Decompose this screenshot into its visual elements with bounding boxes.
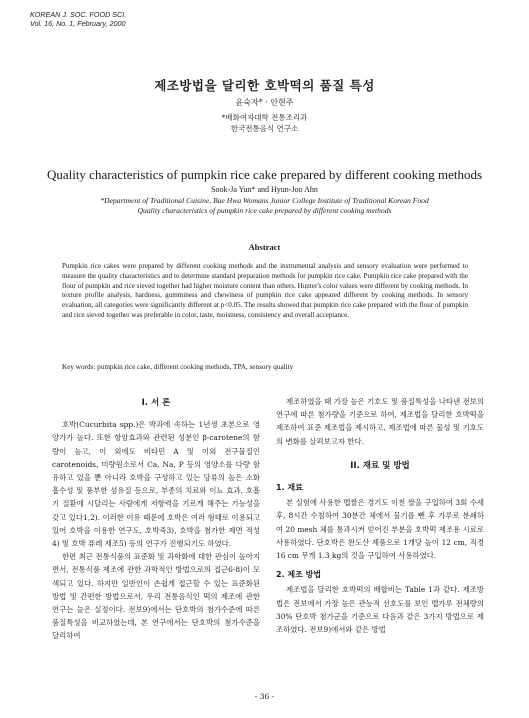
page-number: - 36 - <box>254 692 275 701</box>
body-paragraph: 본 실험에 사용한 멥쌀은 경기도 이천 쌀을 구입하여 3회 수세 후, 8시간 수침하여 30분간 체에서 물기를 뺀 후 가루로 분쇄하여 20 mesh 체를 통과시켜 얻어진 부분을 호박떡 제조용 시료로 사용하였다. 단호박은 완도산 제품으로 1개당 높이 12 cm, 직경 16 cm 무게 1.3 kg의 것을 구입하여 사용하였다. <box>276 498 484 561</box>
journal-name: KOREAN J. SOC. FOOD SCI. <box>30 10 127 19</box>
keywords: Key words: pumpkin rice cake, different cooking methods, TPA, sensory quality <box>62 363 294 371</box>
title-english: Quality characteristics of pumpkin rice cake prepared by different cooking methods <box>46 167 483 182</box>
left-column <box>52 395 260 643</box>
journal-header <box>30 10 126 28</box>
body-paragraph: 호박(Cucurbita spp.)은 박과에 속하는 1년생 초본으로 영양가가 높다. 또한 항암효과와 관련된 성분인 β-carotene의 함량이 높고, 이 외에도 비타민 A 및 이외 전구물질인 carotenoids, 미량원소로서 Ca, Na, P 등의 영양소를 다량 함유하고 있을 뿐 아니라 호박을 구성하고 있는 당류의 높은 소화 흡수성 및 풍부한 섬유질 등으로, 부종의 치료와 이뇨 효과, 호흡기 질환에 시달리는 사람에게 저항력을 기르게 해주는 기능성을 갖고 있다1,2). 이러한 이유 때문에 호박은 여러 형태로 이용되고 있어 호박을 이용한 연구도, 호박죽3), 호박을 첨가한 제면 적성4) 및 호박 퓨레 제조5) 등의 연구가 진행되기도 하였다. <box>52 420 260 549</box>
subsection-heading-materials: 1. 재료 <box>276 483 303 493</box>
section-heading-introduction: I. 서 론 <box>141 398 171 408</box>
running-title: Quality characteristics of pumpkin rice cake prepared by different cooking methods <box>137 206 392 215</box>
affiliation-korean-line: *배화여자대학 전통조리과 <box>221 113 308 122</box>
affiliation-english-line: *Department of Traditional Cuisine, Bae Hwa Womans Junior College Institute of Traditional Korean Food <box>100 196 429 205</box>
section-heading-methods: II. 재료 및 방법 <box>350 460 410 471</box>
journal-volume: Vol. 16, No. 1, February, 2000 <box>30 19 126 28</box>
authors-korean: 윤숙자* · 안현주 <box>235 98 294 107</box>
affiliation-english <box>40 196 489 216</box>
body-paragraph: 한편 최근 전통식품의 표준화 및 과학화에 대한 관심이 높아지면서, 전통식품 제조에 관한 과학적인 방법으로의 접근6-8)이 모색되고 있다. 하지만 일반인이 손쉽게 접근할 수 있는 표준화된 방법 및 간편한 방법으로서, 우리 전통음식인 떡의 제조에 관한 연구는 늘은 실정이다. 전보9)에서는 단호박의 첨가수준에 따른 품질특성을 비교하였는데, 본 연구에서는 단호박의 첨가수준을 달리하여 <box>52 552 260 641</box>
body-paragraph: 제조법을 달리한 호박떡의 배합비는 Table 1과 같다. 제조방법은 전보에서 가장 높은 관능적 선호도를 보인 멥가루 전체량의 30% 단호박 첨가군을 기준으로 다음과 같은 3가지 방법으로 제조하였다. 전보9)에서와 같은 방법 <box>276 585 484 635</box>
right-column <box>276 395 484 636</box>
affiliation-korean-line: 한국전통음식 연구소 <box>230 124 299 133</box>
title-korean: 제조방법을 달리한 호박떡의 품질 특성 <box>154 78 375 93</box>
subsection-heading-preparation: 2. 제조 방법 <box>276 570 322 580</box>
abstract-text: Pumpkin rice cakes were prepared by different cooking methods and the instrumental analysis and sensory evaluation were performed to measure the quality characteristics and to determine standard preparation methods for pumpkin rice cake. Pumpkin rice cake prepared with the flour of pumpkin and rice sieved together had higher moisture content than others. Hunter's color values were different by cooking methods. In texture profile analysis, hardness, gumminess and chewiness of pumpkin rice cake appeared different by cooking methods. In sensory evaluation, all categories were significantly different at p<0.05. The results showed that pumpkin rice cake prepared with the flour of pumpkin and rice sieved together was preferable in color, taste, moistness, consistency and overall acceptance. <box>62 262 468 319</box>
affiliation-korean <box>0 112 529 134</box>
authors-english: Sook-Ja Yun* and Hyun-Joo Ahn <box>211 185 318 194</box>
abstract-heading: Abstract <box>248 242 281 252</box>
body-paragraph: 제조하였을 때 가장 높은 기호도 및 품질특성을 나타낸 전보의 연구에 따른 첨가량을 기준으로 하여, 제조법을 달리한 호박떡을 제조하여 표준 제조법을 제시하고, 제조법에 따른 물성 및 기호도의 변화를 살펴보고자 한다. <box>276 397 484 446</box>
